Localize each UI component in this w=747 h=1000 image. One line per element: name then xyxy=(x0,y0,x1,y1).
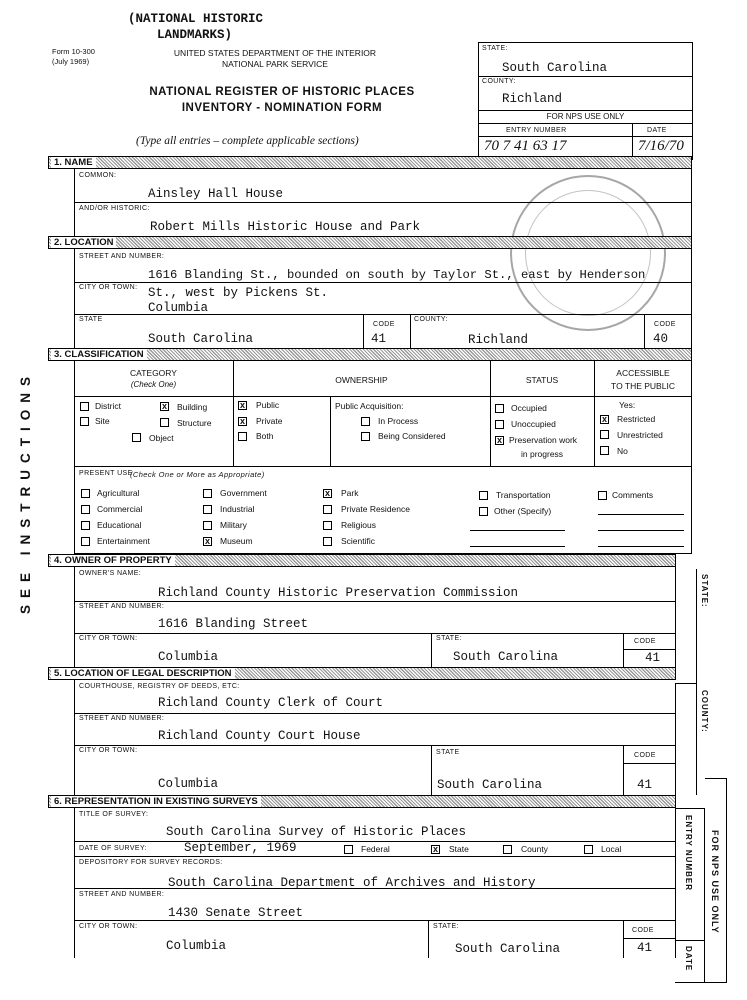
status-header: STATUS xyxy=(525,375,559,385)
accessible-header-2: TO THE PUBLIC xyxy=(611,381,675,391)
other-line-1 xyxy=(470,530,565,531)
ownership-header: OWNERSHIP xyxy=(335,375,388,385)
owner-code-label: CODE xyxy=(634,638,656,645)
form-date: (July 1969) xyxy=(52,57,90,66)
site-checkbox[interactable] xyxy=(80,417,89,426)
military-label: Military xyxy=(220,520,247,530)
location-street-value: 1616 Blanding St., bounded on south by Taylor St., east by Henderson xyxy=(148,268,646,282)
survey-code-label: CODE xyxy=(632,927,654,934)
museum-label: Museum xyxy=(220,536,253,546)
see-instructions-side-text: SEE INSTRUCTIONS xyxy=(18,370,33,615)
government-label: Government xyxy=(220,488,267,498)
nps-use-only-label: FOR NPS USE ONLY xyxy=(546,112,625,121)
location-state-value: South Carolina xyxy=(148,332,254,346)
county-side-label: COUNTY: xyxy=(700,690,709,733)
state-side-label: STATE: xyxy=(700,574,709,608)
agricultural-label: Agricultural xyxy=(97,488,140,498)
industrial-checkbox[interactable] xyxy=(203,505,212,514)
section-2-header: 2. LOCATION xyxy=(48,236,692,249)
survey-street-label: STREET AND NUMBER: xyxy=(79,891,165,898)
location-city-value-line1: St., west by Pickens St. xyxy=(148,286,329,300)
postmark-stamp-inner xyxy=(525,190,651,316)
scientific-label: Scientific xyxy=(341,536,376,546)
present-use-label: PRESENT USE xyxy=(79,470,133,477)
scientific-checkbox[interactable] xyxy=(323,537,332,546)
location-city-label: CITY OR TOWN: xyxy=(79,284,138,291)
occupied-label: Occupied xyxy=(511,403,547,413)
private-label: Private xyxy=(256,416,283,426)
comments-line-3 xyxy=(598,546,684,547)
transportation-label: Transportation xyxy=(496,490,551,500)
park-checkbox[interactable]: x xyxy=(324,488,330,498)
public-checkbox[interactable]: x xyxy=(239,400,245,410)
religious-checkbox[interactable] xyxy=(323,521,332,530)
military-checkbox[interactable] xyxy=(203,521,212,530)
government-checkbox[interactable] xyxy=(203,489,212,498)
county-side-box xyxy=(675,683,697,795)
owner-code-value: 41 xyxy=(645,651,661,665)
owner-state-value: South Carolina xyxy=(453,650,559,664)
courthouse-value: Richland County Clerk of Court xyxy=(158,696,384,710)
industrial-label: Industrial xyxy=(220,504,255,514)
form-title-line2: INVENTORY - NOMINATION FORM xyxy=(181,102,383,114)
park-label: Park xyxy=(341,488,359,498)
religious-label: Religious xyxy=(341,520,376,530)
legal-code-value: 41 xyxy=(637,778,653,792)
object-checkbox[interactable] xyxy=(132,433,141,442)
being-considered-label: Being Considered xyxy=(378,431,446,441)
legal-city-label: CITY OR TOWN: xyxy=(79,747,138,754)
private-residence-checkbox[interactable] xyxy=(323,505,332,514)
owner-city-label: CITY OR TOWN: xyxy=(79,635,138,642)
historic-name-value: Robert Mills Historic House and Park xyxy=(150,220,421,234)
building-label: Building xyxy=(177,402,208,412)
comments-label: Comments xyxy=(612,490,654,500)
depository-value: South Carolina Department of Archives and History xyxy=(168,876,536,890)
location-street-label: STREET AND NUMBER: xyxy=(79,253,165,260)
handwritten-note-line2: LANDMARKS) xyxy=(157,28,233,42)
form-title-line1: NATIONAL REGISTER OF HISTORIC PLACES xyxy=(149,86,415,98)
local-survey-checkbox[interactable] xyxy=(584,845,593,854)
agency-line1: UNITED STATES DEPARTMENT OF THE INTERIOR xyxy=(173,48,377,58)
restricted-checkbox[interactable]: x xyxy=(601,414,607,424)
no-label: No xyxy=(617,446,628,456)
comments-line-2 xyxy=(598,530,684,531)
district-label: District xyxy=(95,401,121,411)
top-state-value: South Carolina xyxy=(502,61,608,75)
survey-date-label: DATE OF SURVEY: xyxy=(79,845,147,852)
agricultural-checkbox[interactable] xyxy=(81,489,90,498)
section-5-header: 5. LOCATION OF LEGAL DESCRIPTION xyxy=(48,667,676,680)
survey-city-value: Columbia xyxy=(166,939,227,953)
legal-code-label: CODE xyxy=(634,752,656,759)
county-survey-label: County xyxy=(521,844,548,854)
local-survey-label: Local xyxy=(601,844,622,854)
comments-checkbox[interactable] xyxy=(598,491,607,500)
owner-street-value: 1616 Blanding Street xyxy=(158,617,309,631)
survey-date-value: September, 1969 xyxy=(184,841,297,855)
legal-state-label: STATE xyxy=(436,749,460,756)
top-county-label: COUNTY: xyxy=(482,78,516,85)
section-4-header: 4. OWNER OF PROPERTY xyxy=(48,554,676,567)
preservation-work-label-2: in progress xyxy=(521,449,564,459)
entry-number-label: ENTRY NUMBER xyxy=(506,127,567,134)
present-use-sub: (Check One or More as Appropriate) xyxy=(130,470,265,479)
historic-name-label: AND/OR HISTORIC: xyxy=(79,205,150,212)
public-label: Public xyxy=(256,400,280,410)
occupied-checkbox[interactable] xyxy=(495,404,504,413)
survey-state-label: STATE: xyxy=(433,923,459,930)
legal-state-value: South Carolina xyxy=(437,778,543,792)
category-header: CATEGORY xyxy=(130,368,177,378)
handwritten-note-line1: (NATIONAL HISTORIC xyxy=(128,12,264,26)
top-state-label: STATE: xyxy=(482,45,508,52)
restricted-label: Restricted xyxy=(617,414,656,424)
form-number: Form 10-300 xyxy=(52,47,95,56)
survey-street-value: 1430 Senate Street xyxy=(168,906,304,920)
in-process-label: In Process xyxy=(378,416,419,426)
section-1-header: 1. NAME xyxy=(48,156,692,169)
location-state-label: STATE xyxy=(79,316,103,323)
preservation-work-checkbox[interactable]: x xyxy=(496,435,502,445)
educational-label: Educational xyxy=(97,520,142,530)
both-label: Both xyxy=(256,431,274,441)
top-county-value: Richland xyxy=(502,92,563,106)
entertainment-label: Entertainment xyxy=(97,536,150,546)
being-considered-checkbox[interactable] xyxy=(361,432,370,441)
courthouse-label: COURTHOUSE, REGISTRY OF DEEDS, ETC: xyxy=(79,683,240,690)
structure-label: Structure xyxy=(177,418,212,428)
side-date-label: DATE xyxy=(684,946,693,972)
location-county-code-label: CODE xyxy=(654,321,676,328)
county-survey-checkbox[interactable] xyxy=(503,845,512,854)
structure-checkbox[interactable] xyxy=(160,418,169,427)
survey-code-value: 41 xyxy=(637,941,653,955)
entertainment-checkbox[interactable] xyxy=(81,537,90,546)
unoccupied-label: Unoccupied xyxy=(511,419,556,429)
side-entry-number-label: ENTRY NUMBER xyxy=(684,815,693,892)
survey-city-label: CITY OR TOWN: xyxy=(79,923,138,930)
in-process-checkbox[interactable] xyxy=(361,417,370,426)
common-name-value: Ainsley Hall House xyxy=(148,187,284,201)
entry-number-value: 70 7 41 63 17 xyxy=(484,138,567,154)
other-label: Other (Specify) xyxy=(494,506,552,516)
owner-name-label: OWNER'S NAME: xyxy=(79,570,142,577)
depository-label: DEPOSITORY FOR SURVEY RECORDS: xyxy=(79,859,223,866)
survey-title-value: South Carolina Survey of Historic Places xyxy=(166,825,467,839)
entry-date-value: 7/16/70 xyxy=(638,138,684,154)
survey-title-label: TITLE OF SURVEY: xyxy=(79,811,149,818)
other-checkbox[interactable] xyxy=(479,507,488,516)
date-label: DATE xyxy=(647,127,667,134)
other-line-2 xyxy=(470,546,565,547)
commercial-checkbox[interactable] xyxy=(81,505,90,514)
agency-line2: NATIONAL PARK SERVICE xyxy=(222,59,328,69)
comments-line-1 xyxy=(598,514,684,515)
unoccupied-checkbox[interactable] xyxy=(495,420,504,429)
unrestricted-label: Unrestricted xyxy=(617,430,663,440)
public-acquisition-label: Public Acquisition: xyxy=(335,401,404,411)
owner-name-value: Richland County Historic Preservation Commission xyxy=(158,586,519,600)
common-name-label: COMMON: xyxy=(79,172,117,179)
unrestricted-checkbox[interactable] xyxy=(600,430,609,439)
district-checkbox[interactable] xyxy=(80,402,89,411)
location-state-code-label: CODE xyxy=(373,321,395,328)
accessible-yes-label: Yes: xyxy=(619,400,636,410)
location-county-code-value: 40 xyxy=(653,332,669,346)
private-residence-label: Private Residence xyxy=(341,504,410,514)
object-label: Object xyxy=(149,433,174,443)
accessible-header-1: ACCESSIBLE xyxy=(616,368,670,378)
preservation-work-label: Preservation work xyxy=(509,435,578,445)
museum-checkbox[interactable]: x xyxy=(204,536,210,546)
section-6-header: 6. REPRESENTATION IN EXISTING SURVEYS xyxy=(48,795,676,808)
legal-street-label: STREET AND NUMBER: xyxy=(79,715,165,722)
owner-street-label: STREET AND NUMBER: xyxy=(79,603,165,610)
educational-checkbox[interactable] xyxy=(81,521,90,530)
owner-city-value: Columbia xyxy=(158,650,219,664)
section-3-header: 3. CLASSIFICATION xyxy=(48,348,692,361)
location-county-label: COUNTY: xyxy=(414,316,448,323)
survey-state-value: South Carolina xyxy=(455,942,561,956)
state-survey-checkbox[interactable]: x xyxy=(432,844,438,854)
state-survey-label: State xyxy=(449,844,469,854)
federal-checkbox[interactable] xyxy=(344,845,353,854)
building-checkbox[interactable]: x xyxy=(161,401,167,411)
category-sub: (Check One) xyxy=(130,380,177,389)
legal-street-value: Richland County Court House xyxy=(158,729,361,743)
commercial-label: Commercial xyxy=(97,504,143,514)
side-nps-use-only-label: FOR NPS USE ONLY xyxy=(710,830,720,934)
location-state-code-value: 41 xyxy=(371,332,387,346)
both-checkbox[interactable] xyxy=(238,432,247,441)
site-label: Site xyxy=(95,416,110,426)
owner-state-label: STATE: xyxy=(436,635,462,642)
form-instructions: (Type all entries – complete applicable sections) xyxy=(136,135,359,147)
transportation-checkbox[interactable] xyxy=(479,491,488,500)
no-checkbox[interactable] xyxy=(600,446,609,455)
location-city-value-line2: Columbia xyxy=(148,301,209,315)
private-checkbox[interactable]: x xyxy=(239,416,245,426)
state-side-box xyxy=(675,569,697,683)
location-county-value: Richland xyxy=(468,333,529,347)
legal-city-value: Columbia xyxy=(158,777,219,791)
federal-label: Federal xyxy=(361,844,390,854)
